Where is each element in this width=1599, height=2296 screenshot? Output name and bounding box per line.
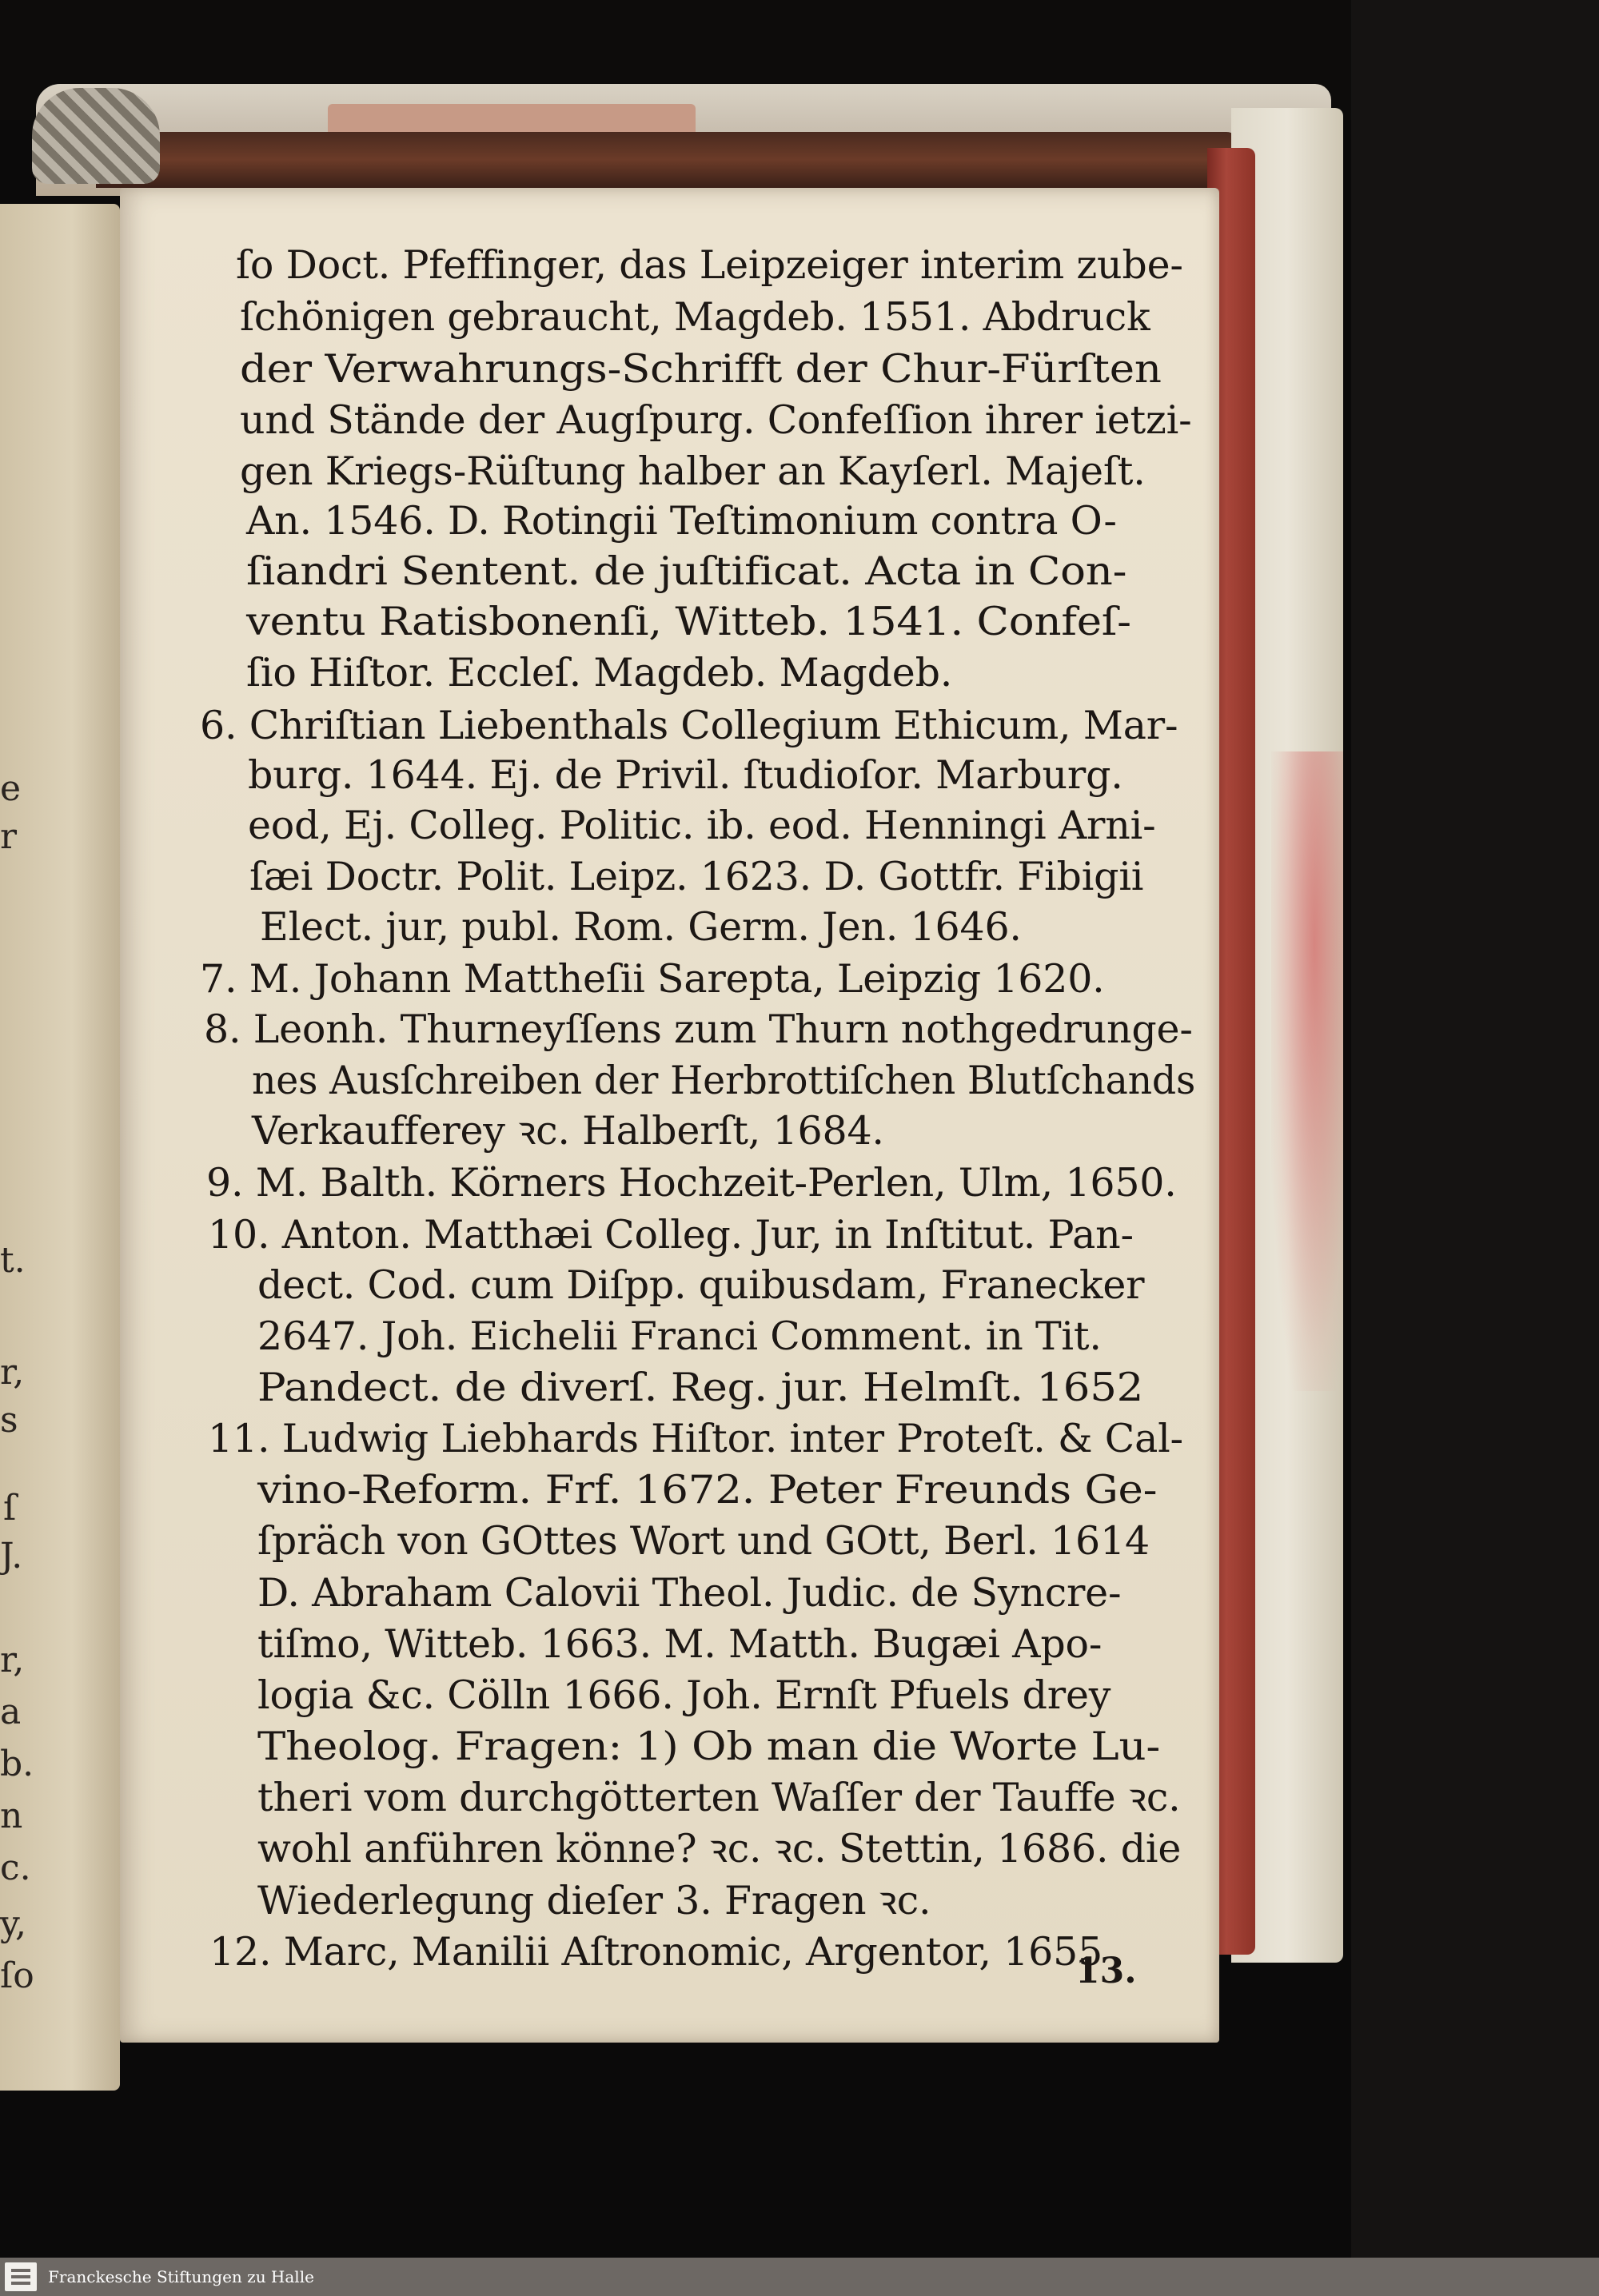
- left-fragment: a: [0, 1692, 22, 1732]
- text-line: ſchönigen gebraucht, Magdeb. 1551. Abdruck: [240, 294, 1150, 340]
- text-line: ventu Ratisbonenſi, Witteb. 1541. Confeſ-: [246, 599, 1131, 644]
- text-line: 8. Leonh. Thurneyſſens zum Thurn nothgedrunge-: [204, 1006, 1193, 1052]
- text-line: D. Abraham Calovii Theol. Judic. de Syncre-: [257, 1570, 1122, 1616]
- left-fragment: t.: [0, 1240, 26, 1281]
- text-line: 2647. Joh. Eichelii Franci Comment. in Tit.: [257, 1313, 1102, 1359]
- text-line: gen Kriegs-Rüſtung halber an Kayſerl. Majeſt.: [240, 448, 1146, 494]
- text-line: vino-Reform. Frf. 1672. Peter Freunds Ge-: [257, 1467, 1158, 1513]
- text-line: Wiederlegung dieſer 3. Fragen ꝛc.: [257, 1878, 931, 1923]
- text-line: ſio Hiſtor. Eccleſ. Magdeb. Magdeb.: [246, 650, 953, 696]
- cover-stain: [1271, 751, 1343, 1391]
- left-fragment: ſ: [3, 1488, 17, 1529]
- text-line: Elect. jur, publ. Rom. Germ. Jen. 1646.: [260, 904, 1022, 950]
- text-line: ſiandri Sentent. de juſtificat. Acta in Con-: [246, 548, 1127, 594]
- footer-bar: [0, 2258, 1599, 2296]
- text-line: logia &c. Cölln 1666. Joh. Ernſt Pfuels drey: [257, 1672, 1111, 1718]
- text-line: 6. Chriſtian Liebenthals Collegium Ethicum, Mar-: [200, 703, 1178, 748]
- text-line: nes Ausſchreiben der Herbrottiſchen Blutſchands: [252, 1058, 1196, 1103]
- left-fragment: b.: [0, 1744, 34, 1784]
- footer-credit: Franckesche Stiftungen zu Halle: [48, 2267, 314, 2286]
- left-fragment: r,: [0, 1640, 25, 1680]
- left-fragment: e: [0, 768, 22, 809]
- text-line: ſo Doct. Pfeffinger, das Leipzeiger interim zube-: [236, 242, 1183, 288]
- binding-cord: [32, 88, 160, 184]
- text-line: 11. Ludwig Liebhards Hiſtor. inter Proteſt. & Cal-: [208, 1416, 1183, 1461]
- left-fragment: r: [0, 816, 18, 857]
- institution-logo-icon: [5, 2262, 37, 2291]
- page-number: 13.: [1075, 1951, 1137, 1991]
- text-line: Pandect. de diverſ. Reg. jur. Helmſt. 1652: [257, 1365, 1144, 1410]
- headband: [96, 132, 1239, 188]
- left-fragment: y,: [0, 1903, 26, 1944]
- text-line: theri vom durchgötterten Waſſer der Tauffe ꝛc.: [257, 1775, 1181, 1820]
- text-line: der Verwahrungs-Schrifft der Chur-Fürſten: [240, 346, 1162, 392]
- text-line: ſæi Doctr. Polit. Leipz. 1623. D. Gottfr. Fibigii: [249, 854, 1144, 899]
- page-text: [120, 188, 1219, 2043]
- left-fragment: s: [0, 1400, 18, 1441]
- text-line: eod, Ej. Colleg. Politic. ib. eod. Henningi Arni-: [248, 803, 1156, 848]
- text-line: Theolog. Fragen: 1) Ob man die Worte Lu-: [257, 1724, 1160, 1769]
- text-line: 12. Marc, Manilii Aſtronomic, Argentor, 1655: [209, 1929, 1103, 1975]
- left-fragment: J.: [0, 1536, 23, 1577]
- left-fragment: ſo: [0, 1955, 34, 1996]
- text-line: Verkaufferey ꝛc. Halberſt, 1684.: [252, 1108, 884, 1154]
- text-line: An. 1546. D. Rotingii Teſtimonium contra O-: [246, 498, 1117, 544]
- text-line: 9. M. Balth. Körners Hochzeit-Perlen, Ulm, 1650.: [206, 1160, 1177, 1206]
- left-fragment: r,: [0, 1352, 25, 1393]
- left-fragment: n: [0, 1796, 23, 1836]
- background-right: [1351, 0, 1599, 2296]
- text-line: 7. M. Johann Mattheſii Sarepta, Leipzig 1620.: [200, 956, 1105, 1002]
- left-fragment: c.: [0, 1848, 31, 1888]
- book-page: [120, 188, 1219, 2043]
- text-line: und Stände der Augſpurg. Confeſſion ihrer ietzi-: [240, 397, 1192, 443]
- text-line: 10. Anton. Matthæi Colleg. Jur, in Inſtitut. Pan-: [208, 1212, 1134, 1258]
- text-line: ſpräch von GOttes Wort und GOtt, Berl. 1614: [257, 1518, 1150, 1564]
- previous-page-edge: [0, 204, 120, 2091]
- text-line: tiſmo, Witteb. 1663. M. Matth. Bugæi Apo-: [257, 1621, 1103, 1667]
- text-line: dect. Cod. cum Diſpp. quibusdam, Franecker: [257, 1262, 1145, 1308]
- text-line: burg. 1644. Ej. de Privil. ſtudioſor. Marburg.: [248, 752, 1123, 798]
- text-line: wohl anführen könne? ꝛc. ꝛc. Stettin, 1686. die: [257, 1826, 1182, 1871]
